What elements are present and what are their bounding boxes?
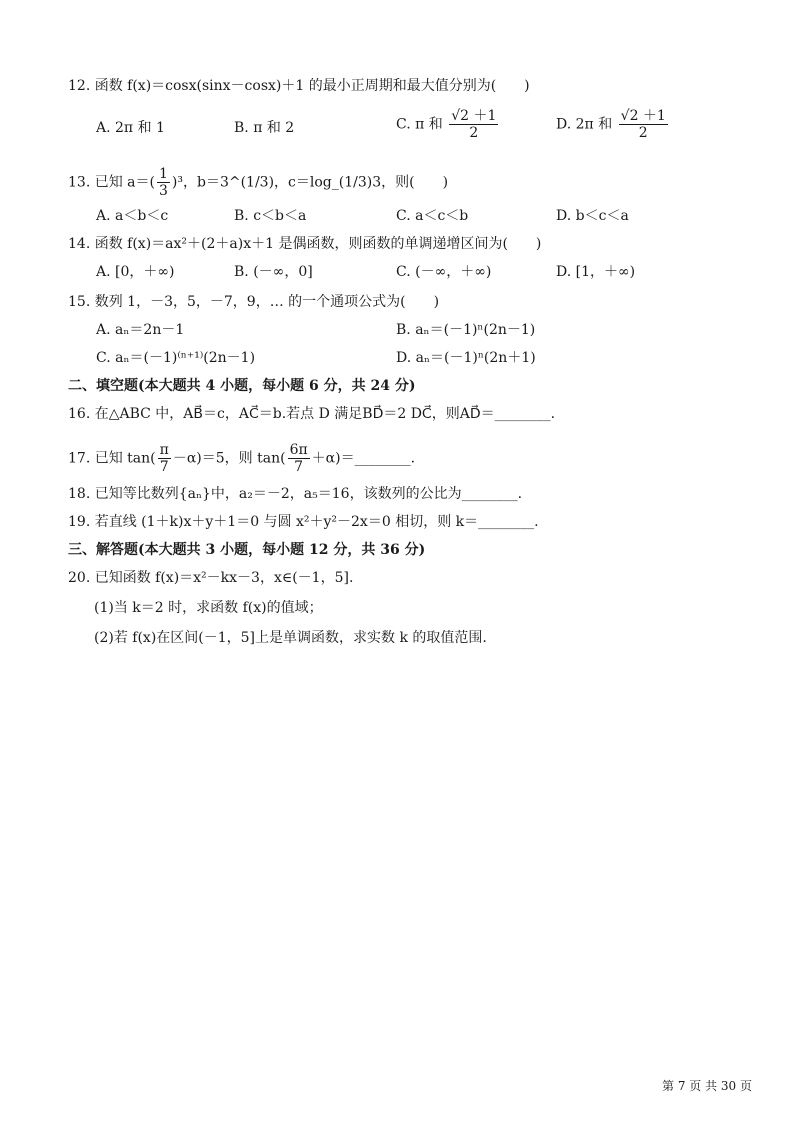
option-text: π 和 xyxy=(415,116,443,133)
option-text: c＜b＜a xyxy=(253,208,307,224)
question-12-stem: 12. 函数 f(x)＝cosx(sinx－cosx)＋1 的最小正周期和最大值分别为( ) xyxy=(68,78,530,94)
question-18: 18. 已知等比数列{aₙ}中，a₂＝－2，a₅＝16，该数列的公比为________. xyxy=(68,486,523,502)
stem-part: －α)＝5，则 tan( xyxy=(172,450,286,467)
question-16: 16. 在△ABC 中，AB⃗＝c，AC⃗＝b.若点 D 满足BD⃗＝2 DC⃗，则AD⃗＝________. xyxy=(68,406,556,422)
option-letter: C. xyxy=(396,208,411,224)
question-20-part-2: (2)若 f(x)在区间(－1，5]上是单调函数，求实数 k 的取值范围. xyxy=(94,630,487,646)
fraction-denominator: 7 xyxy=(159,459,169,475)
q14-option-d[interactable] xyxy=(556,262,635,282)
q15-option-c[interactable] xyxy=(96,348,255,368)
fraction-numerator: 1 xyxy=(158,166,168,182)
q12-option-d[interactable] xyxy=(556,108,670,141)
fraction-denominator: 3 xyxy=(158,183,168,199)
fraction xyxy=(619,108,668,141)
option-text: aₙ＝(－1)⁽ⁿ⁺¹⁾(2n－1) xyxy=(115,350,256,366)
option-text: 2π 和 xyxy=(575,116,613,133)
option-letter: B. xyxy=(234,208,249,224)
fraction-numerator: √2 ＋1 xyxy=(451,108,497,124)
fraction-denominator: 2 xyxy=(638,125,648,141)
question-20-stem: 20. 已知函数 f(x)＝x²－kx－3，x∈(－1，5]. xyxy=(68,570,354,586)
question-17 xyxy=(68,442,415,475)
q15-option-a[interactable] xyxy=(96,320,184,340)
option-letter: D. xyxy=(556,116,572,133)
fraction-numerator: 6π xyxy=(289,442,308,458)
option-letter: A. xyxy=(96,208,111,224)
option-text: 2π 和 1 xyxy=(115,120,165,136)
fraction xyxy=(157,166,170,199)
fraction-numerator: √2 ＋1 xyxy=(620,108,666,124)
page-footer: 第 7 页 共 30 页 xyxy=(662,1079,752,1093)
option-letter: B. xyxy=(234,120,249,136)
option-letter: C. xyxy=(396,116,411,133)
fraction xyxy=(288,442,310,475)
q12-option-c[interactable] xyxy=(396,108,500,141)
fraction-denominator: 2 xyxy=(469,125,479,141)
q15-option-b[interactable] xyxy=(396,320,535,340)
option-text: aₙ＝(－1)ⁿ(2n－1) xyxy=(415,322,536,338)
option-letter: B. xyxy=(234,264,249,280)
option-letter: B. xyxy=(396,322,411,338)
fraction xyxy=(449,108,498,141)
option-text: π 和 2 xyxy=(253,120,295,136)
stem-part: 17. 已知 tan( xyxy=(68,450,156,467)
section-2-heading: 二、填空题(本大题共 4 小题，每小题 6 分，共 24 分) xyxy=(68,378,416,394)
question-15-stem: 15. 数列 1，－3，5，－7，9，… 的一个通项公式为( ) xyxy=(68,294,440,310)
q14-option-a[interactable] xyxy=(96,262,175,282)
option-letter: A. xyxy=(96,264,111,280)
option-text: a＜b＜c xyxy=(115,208,169,224)
option-text: a＜c＜b xyxy=(415,208,469,224)
question-13-stem xyxy=(68,166,448,199)
q15-option-d[interactable] xyxy=(396,348,536,368)
option-text: [0，＋∞) xyxy=(115,264,175,280)
q13-option-d[interactable] xyxy=(556,206,629,226)
stem-part: 13. 已知 a＝( xyxy=(68,174,155,191)
option-letter: A. xyxy=(96,120,111,136)
option-letter: C. xyxy=(396,264,411,280)
q12-option-b[interactable] xyxy=(234,118,294,138)
q14-option-b[interactable] xyxy=(234,262,313,282)
option-letter: D. xyxy=(556,208,572,224)
option-letter: A. xyxy=(96,322,111,338)
q12-option-a[interactable] xyxy=(96,118,165,138)
fraction xyxy=(158,442,171,475)
option-text: aₙ＝(－1)ⁿ(2n＋1) xyxy=(415,350,536,366)
option-text: (－∞，＋∞) xyxy=(415,264,492,280)
fraction-denominator: 7 xyxy=(294,459,304,475)
q13-option-b[interactable] xyxy=(234,206,306,226)
option-text: (－∞，0] xyxy=(253,264,313,280)
question-19: 19. 若直线 (1＋k)x＋y＋1＝0 与圆 x²＋y²－2x＝0 相切，则 k＝________. xyxy=(68,514,539,530)
option-letter: C. xyxy=(96,350,111,366)
fraction-numerator: π xyxy=(159,442,169,458)
q13-option-c[interactable] xyxy=(396,206,468,226)
option-letter: D. xyxy=(396,350,412,366)
q13-option-a[interactable] xyxy=(96,206,168,226)
option-text: [1，＋∞) xyxy=(575,264,636,280)
option-text: b＜c＜a xyxy=(575,208,629,224)
option-letter: D. xyxy=(556,264,572,280)
option-text: aₙ＝2n－1 xyxy=(115,322,185,338)
stem-part: ＋α)＝________. xyxy=(311,450,416,467)
stem-part: )³，b＝3^(1/3)，c＝log_(1/3)3，则( ) xyxy=(171,174,449,191)
q14-option-c[interactable] xyxy=(396,262,491,282)
question-20-part-1: (1)当 k＝2 时，求函数 f(x)的值域； xyxy=(94,600,323,616)
question-14-stem: 14. 函数 f(x)＝ax²＋(2＋a)x＋1 是偶函数，则函数的单调递增区间为( ) xyxy=(68,236,542,252)
section-3-heading: 三、解答题(本大题共 3 小题，每小题 12 分，共 36 分) xyxy=(68,542,426,558)
